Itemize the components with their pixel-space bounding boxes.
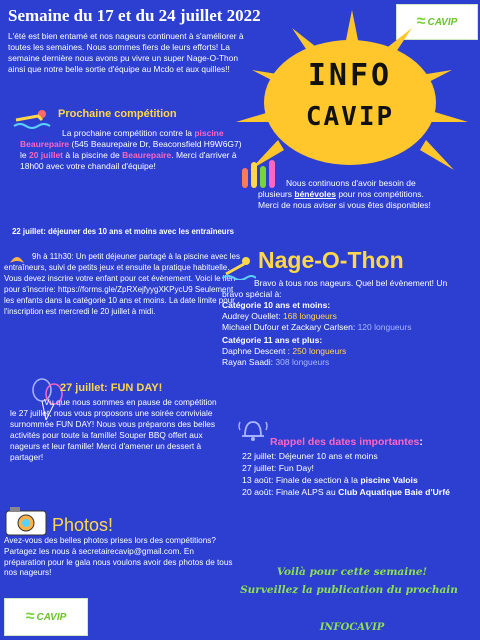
result-name: Daphne Descent : [222, 346, 293, 357]
reminder-place: piscine Valois [360, 475, 418, 485]
competition-text-2: (545 Beaurepaire Dr, Beaconsfield H9W6G7) le [20, 139, 242, 160]
logo-text: CAVIP [427, 16, 458, 28]
reminders-heading-wrap [270, 436, 423, 448]
competition-pool-2: Beaurepaire [122, 150, 172, 160]
lunch-paragraph: 9h à 11h30: Un petit déjeuner partagé à la piscine avec les entraîneurs, suivi de petits jeux et ensuite la pratique habituelle. Vous devez inscrire votre enfant pour cet évènement. Voici le lien pour s'inscrire: https://forms.gle/ZpRXejfyygXKPycU9 Seulement les enfants dans la catégorie 10 ans et moins. La date limite pour l'inscription est mercredi le 20 juillet à midi. [4, 252, 240, 316]
nageothon-results [222, 300, 462, 369]
nageothon-intro: Bravo à tous nos nageurs. Quel bel évènement! Un bravo spécial à: [222, 278, 448, 299]
result-name: Michael Dufour et Zackary Carlsen: [222, 322, 358, 333]
result-name: Audrey Ouellet: [222, 311, 283, 322]
reminder-item: 22 juillet: Déjeuner 10 ans et moins [242, 451, 378, 461]
result-row [222, 322, 462, 333]
result-name: Rayan Saadi: [222, 357, 276, 368]
bell-icon [236, 412, 270, 446]
wave-icon: ≈ [25, 608, 35, 625]
category-10-heading: Catégorie 10 ans et moins: [222, 300, 331, 310]
competition-pool: piscine Beaurepaire [20, 128, 224, 149]
reminder-item [242, 486, 468, 498]
result-value: 120 longueurs [357, 322, 412, 333]
intro-paragraph: L'été est bien entamé et nos nageurs continuent à s'améliorer à toutes les semaines. Nous sommes fiers de leurs efforts! La semaine dernière nous avons pu vivre un super Nage-O-Thon ainsi que notre belle sortie d'équipe au Mcdo et aux quilles!! [8, 31, 244, 74]
nageothon-heading: Nage-O-Thon [258, 247, 404, 273]
competition-date: 20 juillet [28, 150, 63, 160]
funday-heading: 27 juillet: FUN DAY! [60, 382, 163, 394]
reminder-item [242, 474, 468, 486]
competition-text-3: à la piscine de [63, 150, 123, 160]
volunteers-paragraph [258, 178, 436, 211]
diver-icon [222, 254, 256, 280]
reminders-list [242, 450, 468, 498]
reminder-text: 20 août: Finale ALPS au [242, 487, 339, 497]
closing-line-3: INFOCAVIP [319, 622, 385, 633]
swimmer-icon [12, 108, 52, 130]
competition-text-4: . Merci d'arriver à 18h00 avec votre chandail d'équipe! [20, 150, 237, 171]
photos-paragraph: Avez-vous des belles photos prises lors des compétitions? Partagez les nous à secretairecavip@gmail.com. En préparation pour le gala nous voulons avoir des photos de tous nos nageurs! [4, 536, 233, 578]
cavip-heading: CAVIP [305, 102, 395, 132]
newsletter-title: Semaine du 17 et du 24 juillet 2022 [8, 6, 261, 25]
camera-icon [4, 505, 48, 537]
category-11-heading: Catégorie 11 ans et plus: [222, 335, 323, 346]
competition-text-1: La prochaine compétition contre la [62, 128, 195, 138]
volunteers-text-2: pour nos compétitions. Merci de nous aviser si vous êtes disponibles! [258, 189, 431, 210]
result-row [222, 311, 462, 322]
result-row [222, 346, 462, 357]
result-value: 168 longueurs [282, 311, 337, 322]
wave-icon: ≈ [416, 13, 426, 30]
closing-line-1: Voilà pour cette semaine! [276, 566, 428, 578]
funday-paragraph: Vu que nous sommes en pause de compétition le 27 juillet, nous vous proposons une soirée conviviale surnommée FUN DAY! Nous vous préparons des belles activités pour toute la famille! Souper BBQ offert aux nageurs et leur famille! Merci d'amener un dessert à partager! [10, 397, 217, 462]
reminder-place: Club Aquatique Baie d'Urfé [338, 487, 450, 497]
result-value: 250 longueurs [292, 346, 347, 357]
cavip-logo-bottom [4, 598, 88, 636]
volunteers-keyword: bénévoles [294, 189, 336, 199]
closing-line-2: Surveillez la publication du prochain [240, 584, 458, 596]
result-row [222, 357, 462, 368]
lunch-heading: 22 juillet: déjeuner des 10 ans et moins avec les entraîneurs [12, 227, 234, 236]
info-heading: INFO [307, 58, 393, 93]
reminders-heading: Rappel des dates importantes [270, 436, 420, 448]
reminder-text: 13 août: Finale de section à la [242, 475, 361, 485]
competition-paragraph [20, 128, 245, 172]
result-value: 308 longueurs [275, 357, 330, 368]
photos-heading: Photos! [52, 515, 114, 535]
competition-heading: Prochaine compétition [58, 108, 177, 120]
reminder-item: 27 juillet: Fun Day! [242, 463, 314, 473]
reminders-colon: : [419, 436, 423, 448]
logo-text: CAVIP [36, 611, 67, 623]
volunteers-text-1: Nous continuons d'avoir besoin de plusieurs [258, 178, 416, 199]
